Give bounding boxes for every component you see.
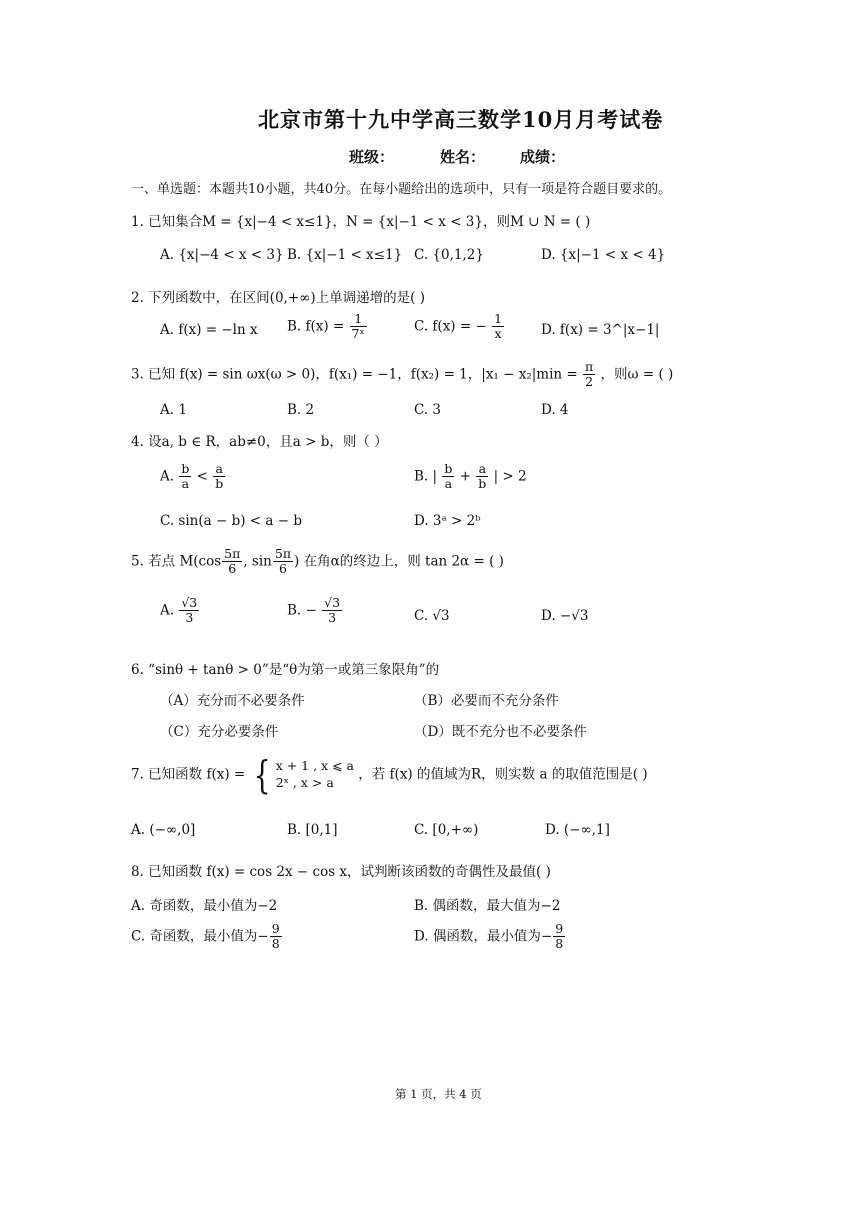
piecewise-brace: { — [253, 753, 271, 797]
question-2-option-c — [414, 312, 505, 342]
question-4-option-b — [414, 462, 527, 492]
numerator: 5π — [224, 546, 241, 561]
section-heading: 一、单选题：本题共10小题，共40分。在每小题给出的选项中，只有一项是符合题目要求的。 — [131, 182, 672, 197]
question-7-option-a: A. (−∞,0] — [131, 822, 196, 838]
fraction — [179, 462, 191, 492]
question-4-stem: 4. 设a, b ∈ R，ab≠0，且a > b，则（ ） — [131, 434, 388, 450]
denominator: b — [478, 476, 487, 492]
exam-title: 北京市第十九中学高三数学10月月考试卷 — [258, 107, 664, 132]
question-5-stem — [131, 547, 504, 577]
option-b-prefix: B. f(x) = — [287, 318, 345, 335]
question-2-option-a: A. f(x) = −ln x — [160, 322, 258, 338]
option-text: C. 奇函数，最小值为− — [131, 928, 269, 945]
question-5-option-d: D. −√3 — [541, 608, 589, 624]
operator: + — [459, 468, 471, 485]
question-8-stem: 8. 已知函数 f(x) = cos 2x − cos x，试判断该函数的奇偶性及最值( ) — [131, 864, 551, 880]
question-4-option-d: D. 3ᵃ > 2ᵇ — [414, 513, 481, 529]
denominator: 6 — [228, 561, 237, 577]
fraction — [213, 462, 225, 492]
option-label: A. — [160, 468, 175, 485]
denominator: 3 — [185, 610, 194, 626]
question-3-stem — [131, 360, 673, 390]
question-3-option-d: D. 4 — [541, 402, 569, 418]
question-6-option-a: （A）充分而不必要条件 — [160, 693, 305, 709]
numerator: 1 — [350, 312, 367, 327]
option-label: A. — [160, 602, 175, 619]
question-3-option-c: C. 3 — [414, 402, 442, 418]
score-label: 成绩： — [520, 148, 566, 166]
fraction — [350, 312, 367, 342]
fraction — [476, 462, 488, 492]
numerator: 1 — [494, 311, 503, 326]
denominator: 8 — [271, 936, 280, 952]
case-2: 2ˣ , x > a — [275, 775, 334, 790]
stem-part: 7. 已知函数 f(x) = — [131, 766, 246, 783]
question-2-stem: 2. 下列函数中，在区间(0,+∞)上单调递增的是( ) — [131, 290, 425, 306]
fraction — [273, 547, 293, 577]
option-label: B. | — [414, 468, 438, 485]
fraction — [270, 922, 282, 952]
question-8-option-d — [414, 922, 566, 952]
numerator: b — [181, 461, 190, 476]
question-7-stem — [131, 753, 648, 797]
question-8-option-a: A. 奇函数，最小值为−2 — [131, 898, 278, 914]
option-c-prefix: C. f(x) = − — [414, 318, 487, 335]
question-6-stem: 6. “sinθ + tanθ > 0”是“θ为第一或第三象限角”的 — [131, 662, 440, 678]
numerator: π — [585, 359, 594, 374]
question-1-option-d: D. {x|−1 < x < 4} — [541, 247, 666, 263]
denominator: x — [494, 326, 502, 342]
fraction — [553, 922, 565, 952]
question-2-option-b — [287, 312, 368, 342]
stem-part: ，若 f(x) 的值域为R，则实数 a 的取值范围是( ) — [358, 766, 648, 783]
denominator: 7ˣ — [351, 326, 365, 342]
stem-part: ) 在角α的终边上，则 tan 2α = ( ) — [294, 553, 504, 570]
fraction — [222, 547, 242, 577]
fraction — [492, 312, 504, 342]
question-7-option-b: B. [0,1] — [287, 822, 338, 838]
piecewise-cases — [276, 758, 354, 792]
question-4-option-c: C. sin(a − b) < a − b — [160, 513, 302, 529]
numerator: 9 — [271, 921, 280, 936]
fraction — [583, 360, 595, 390]
question-1-option-b: B. {x|−1 < x≤1} — [287, 247, 403, 263]
question-5-option-b — [287, 596, 343, 626]
option-text: D. 偶函数，最小值为− — [414, 928, 553, 945]
question-7-option-d: D. (−∞,1] — [545, 822, 610, 838]
numerator: a — [213, 462, 225, 477]
denominator: b — [215, 476, 224, 492]
denominator: 2 — [585, 374, 594, 390]
question-6-option-d: （D）既不充分也不必要条件 — [414, 724, 587, 740]
question-1-stem: 1. 已知集合M = {x|−4 < x≤1}，N = {x|−1 < x < 3}，则M ∪ N = ( ) — [131, 214, 591, 230]
denominator: a — [181, 476, 190, 492]
option-label: B. − — [287, 602, 317, 619]
numerator: √3 — [181, 595, 198, 610]
question-6-option-b: （B）必要而不充分条件 — [414, 693, 559, 709]
option-suffix: | > 2 — [493, 468, 527, 485]
numerator: a — [476, 462, 488, 477]
fraction — [179, 596, 199, 626]
question-5-option-a — [160, 596, 200, 626]
fraction — [442, 462, 454, 492]
question-5-option-c: C. √3 — [414, 608, 450, 624]
question-4-option-a — [160, 462, 226, 492]
stem-part: , sin — [243, 553, 272, 570]
class-label: 班级： — [349, 148, 395, 166]
question-2-option-d: D. f(x) = 3^|x−1| — [541, 322, 660, 338]
question-1-option-c: C. {0,1,2} — [414, 247, 484, 263]
name-label: 姓名： — [440, 148, 486, 166]
question-8-option-b: B. 偶函数，最大值为−2 — [414, 898, 561, 914]
case-1: x + 1 , x ⩽ a — [275, 758, 354, 774]
page-number: 第 1 页，共 4 页 — [395, 1087, 482, 1101]
stem-part: ，则ω = ( ) — [600, 366, 674, 383]
operator: < — [196, 468, 208, 485]
question-3-option-a: A. 1 — [160, 402, 187, 418]
denominator: 6 — [278, 561, 287, 577]
denominator: a — [444, 476, 453, 492]
question-8-option-c — [131, 922, 283, 952]
fraction — [322, 596, 342, 626]
stem-part: 5. 若点 M(cos — [131, 553, 222, 570]
question-1-option-a: A. {x|−4 < x < 3} — [160, 247, 284, 263]
question-3-option-b: B. 2 — [287, 402, 315, 418]
stem-part: 3. 已知 f(x) = sin ωx(ω > 0)，f(x₁) = −1，f(x₂) = 1，|x₁ − x₂|min = — [131, 366, 578, 383]
denominator: 8 — [555, 936, 564, 952]
numerator: b — [444, 461, 453, 476]
question-6-option-c: （C）充分必要条件 — [160, 724, 279, 740]
question-7-option-c: C. [0,+∞) — [414, 822, 479, 838]
numerator: 5π — [274, 546, 292, 561]
numerator: √3 — [324, 595, 341, 610]
denominator: 3 — [328, 610, 337, 626]
numerator: 9 — [555, 921, 564, 936]
